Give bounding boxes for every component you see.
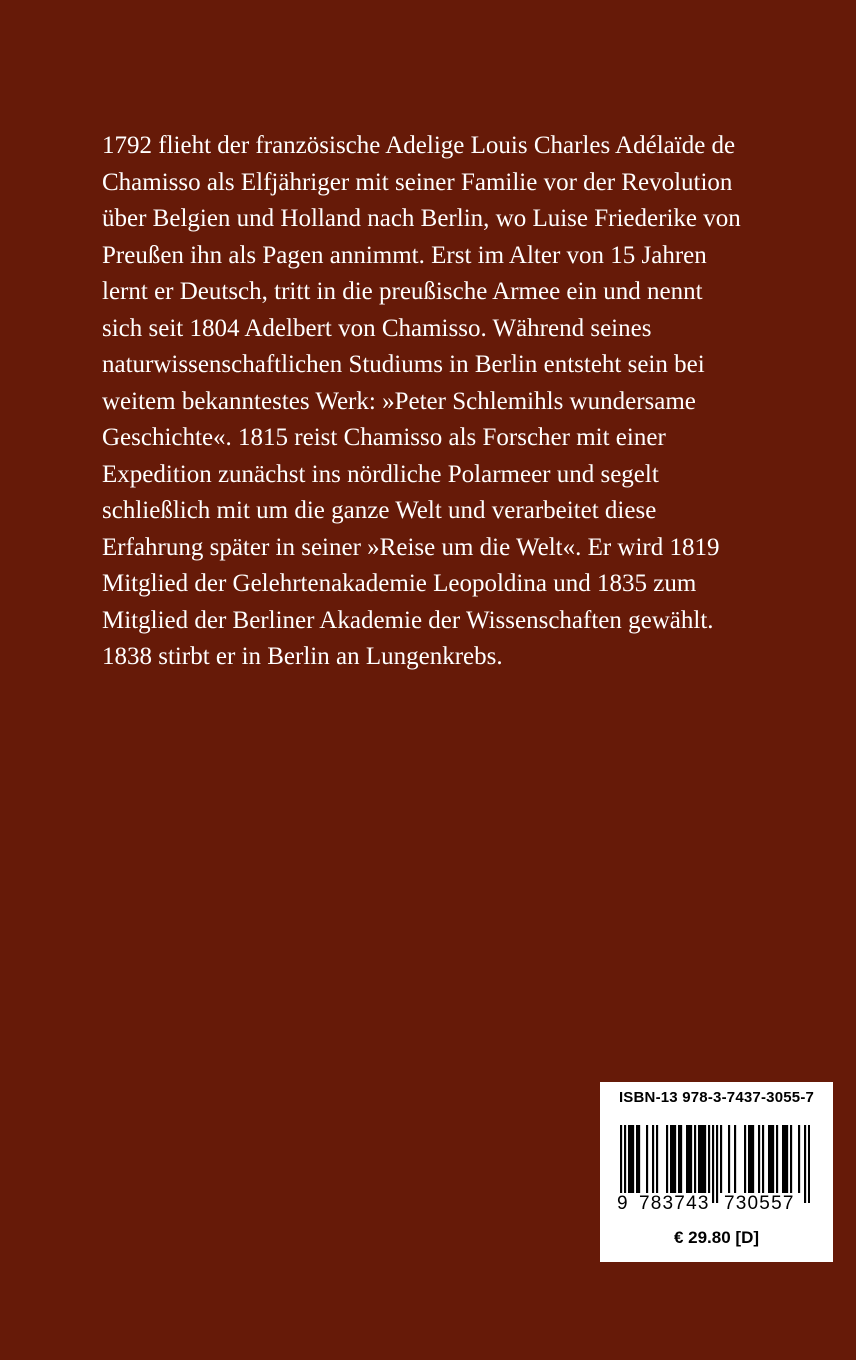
isbn-label: ISBN-13 978-3-7437-3055-7 — [618, 1089, 815, 1106]
barcode-bar — [698, 1125, 700, 1193]
barcode-bar — [776, 1125, 778, 1193]
blurb-line: Chamisso als Elfjähriger mit seiner Familie vor der Revolution — [102, 168, 733, 196]
blurb-line: Mitglied der Gelehrtenakademie Leopoldina und 1835 zum — [102, 570, 697, 597]
ean-left-group: 783743 — [639, 1193, 710, 1214]
blurb-line: 1838 stirbt er in Berlin an Lungenkrebs. — [102, 643, 503, 670]
price-label: € 29.80 [D] — [673, 1228, 760, 1247]
ean-first-digit: 9 — [617, 1193, 629, 1214]
barcode-bar — [750, 1125, 752, 1193]
barcode-bar — [772, 1125, 774, 1193]
blurb-line: 1792 flieht der französische Adelige Louis Charles Adélaïde de — [102, 132, 736, 159]
barcode-bar — [630, 1125, 632, 1193]
barcode-bar — [798, 1125, 800, 1193]
barcode-bar — [702, 1125, 704, 1193]
barcode-bar — [768, 1125, 770, 1193]
barcode-bar — [762, 1125, 764, 1193]
barcode-bar — [632, 1125, 634, 1193]
blurb-line: sich seit 1804 Adelbert von Chamisso. Während seines — [102, 314, 652, 342]
barcode-guard-bar — [804, 1125, 806, 1203]
barcode-bar — [686, 1125, 688, 1193]
blurb-line: naturwissenschaftlichen Studiums in Berlin entsteht sein bei — [102, 351, 705, 378]
barcode-bar — [786, 1125, 788, 1193]
barcode-bar — [728, 1125, 730, 1193]
barcode-bar — [690, 1125, 692, 1193]
barcode-bar — [770, 1125, 772, 1193]
barcode-bar — [700, 1125, 702, 1193]
blurb-line: Geschichte«. 1815 reist Chamisso als Forscher mit einer — [102, 424, 666, 451]
blurb-line: lernt er Deutsch, tritt in die preußische Armee ein und nennt — [102, 278, 703, 305]
blurb-line: Erfahrung später in seiner »Reise um die Welt«. Er wird 1819 — [102, 533, 720, 561]
barcode-bar — [666, 1125, 668, 1193]
barcode-bar — [652, 1125, 654, 1193]
barcode-guard-bar — [716, 1125, 718, 1203]
barcode-bar — [744, 1125, 746, 1193]
blurb-line: weitem bekanntestes Werk: »Peter Schlemihls wundersame — [102, 387, 696, 415]
barcode-guard-bar — [712, 1125, 714, 1203]
blurb-text — [102, 128, 802, 676]
barcode-guard-bar — [620, 1125, 622, 1203]
barcode-bar — [694, 1125, 696, 1193]
barcode-bar — [638, 1125, 640, 1193]
blurb-line: Preußen ihn als Pagen annimmt. Erst im Alter von 15 Jahren — [102, 241, 707, 269]
blurb-line: Expedition zunächst ins nördliche Polarmeer und segelt — [102, 460, 659, 488]
barcode-bar — [720, 1125, 722, 1193]
barcode-bar — [674, 1125, 676, 1193]
barcode-bar — [656, 1125, 658, 1193]
barcode-bar — [680, 1125, 682, 1193]
barcode-bar — [734, 1125, 736, 1193]
barcode-bar — [758, 1125, 760, 1193]
barcode-bar — [636, 1125, 638, 1193]
barcode-box — [600, 1082, 833, 1262]
barcode-bar — [708, 1125, 710, 1193]
barcode-bar — [748, 1125, 750, 1193]
barcode-bar — [672, 1125, 674, 1193]
barcode-bars — [620, 1125, 810, 1203]
barcode-bar — [704, 1125, 706, 1193]
barcode-bar — [752, 1125, 754, 1193]
blurb-line: Mitglied der Berliner Akademie der Wissenschaften gewählt. — [102, 606, 714, 634]
barcode-bar — [782, 1125, 784, 1193]
blurb-line: über Belgien und Holland nach Berlin, wo Luise Friederike von — [102, 205, 741, 232]
barcode-bar — [784, 1125, 786, 1193]
barcode-bar — [646, 1125, 648, 1193]
barcode-bar — [670, 1125, 672, 1193]
barcode-bar — [628, 1125, 630, 1193]
barcode-bar — [790, 1125, 792, 1193]
barcode-bar — [688, 1125, 690, 1193]
ean-right-group: 730557 — [724, 1193, 795, 1214]
barcode-guard-bar — [624, 1125, 626, 1203]
ean-digits — [615, 1193, 820, 1215]
barcode-guard-bar — [808, 1125, 810, 1203]
barcode-bar — [678, 1125, 680, 1193]
blurb-line: schließlich mit um die ganze Welt und verarbeitet diese — [102, 497, 657, 524]
